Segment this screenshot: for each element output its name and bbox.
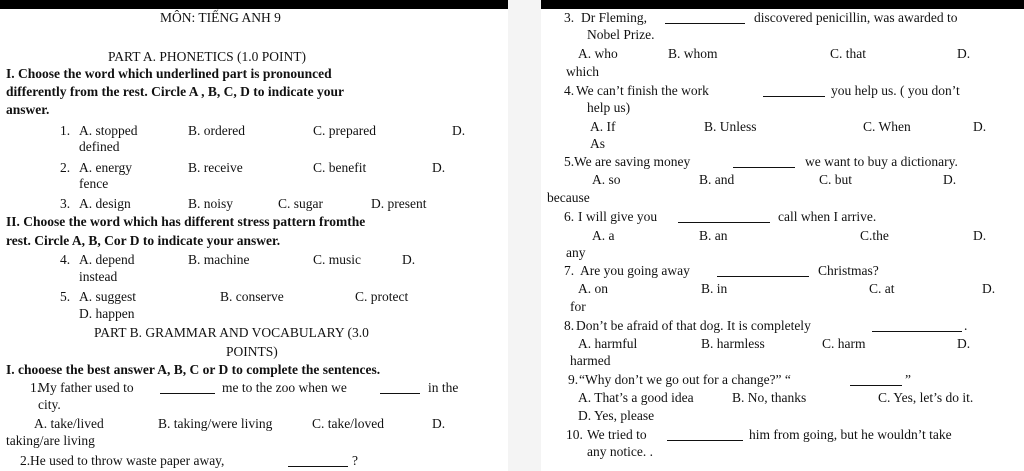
answer-blank[interactable] <box>665 12 745 24</box>
option-c: C. When <box>863 119 911 134</box>
answer-blank[interactable] <box>763 85 825 97</box>
subject-header: MÔN: TIẾNG ANH 9 <box>160 10 281 25</box>
option-d-text: fence <box>79 176 109 191</box>
option-c: C. take/loved <box>312 416 384 431</box>
answer-blank[interactable] <box>667 429 743 441</box>
option-a: A. design <box>79 196 131 211</box>
part-b-title-line2: POINTS) <box>226 344 278 359</box>
option-d: D. <box>452 123 466 138</box>
page-gutter <box>508 0 541 471</box>
option-d: D. <box>982 281 996 296</box>
option-b: B. ordered <box>188 123 245 138</box>
option-b: B. in <box>701 281 728 296</box>
option-c: C. prepared <box>313 123 376 138</box>
option-b: B. whom <box>668 46 718 61</box>
option-b: B. and <box>699 172 735 187</box>
option-c: C. Yes, let’s do it. <box>878 390 974 405</box>
option-d-text: because <box>547 190 590 205</box>
option-c: C. that <box>830 46 866 61</box>
option-b: B. taking/were living <box>158 416 273 431</box>
option-d: D. <box>432 416 446 431</box>
option-c: C. sugar <box>278 196 323 211</box>
answer-blank[interactable] <box>288 455 348 467</box>
option-d: D. <box>973 228 987 243</box>
option-b: B. No, thanks <box>732 390 807 405</box>
section-1-instruction-line3: answer. <box>6 102 50 117</box>
option-a: A. suggest <box>79 289 136 304</box>
answer-blank[interactable] <box>872 320 962 332</box>
option-c: C. at <box>869 281 895 296</box>
section-2-instruction-line2: rest. Circle A, B, Cor D to indicate your answer. <box>6 233 281 248</box>
option-d-text: As <box>590 136 606 151</box>
option-a: A. harmful <box>578 336 638 351</box>
option-c: C.the <box>860 228 889 243</box>
right-page: 3. Dr Fleming, discovered penicillin, was awarded to Nobel Prize. A. who B. whom C. that D. which 4. We can’t finish the work you help us. ( you don’t help us) A. If B. Unless C. When D. As 5. We are saving money we want to buy a dictionary. A. so B. and C. but D. because 6. I will give you call when I arrive. A. a B. an C.the D. any 7. Are you going away Christmas? A. on B. in C. at D. for 8. Don’t be afraid of that dog. It is completely . A. harmful B. harmless C. harm D. harmed 9. “Why don’t we go out for a change?” “ ” A. That’s a good idea B. No, thanks C. Yes, let’s do it. D. Yes, please 10. We tried to him from going, but he wouldn’t take any notice. . <box>547 10 996 459</box>
answer-blank[interactable] <box>717 265 809 277</box>
option-d: D. happen <box>79 306 135 321</box>
option-a: A. who <box>578 46 618 61</box>
answer-blank[interactable] <box>850 374 902 386</box>
option-d-text: instead <box>79 269 118 284</box>
part-a-title: PART A. PHONETICS (1.0 POINT) <box>108 49 306 64</box>
option-d: D. <box>402 252 416 267</box>
option-b: B. noisy <box>188 196 234 211</box>
option-d-text: defined <box>79 139 120 154</box>
option-b: B. receive <box>188 160 243 175</box>
option-a: A. That’s a good idea <box>578 390 694 405</box>
answer-blank[interactable] <box>678 211 770 223</box>
option-a: A. stopped <box>79 123 138 138</box>
section-2-instruction-line1: II. Choose the word which has different stress pattern fromthe <box>6 214 366 229</box>
option-a: A. on <box>578 281 608 296</box>
option-c: C. benefit <box>313 160 367 175</box>
option-d: D. <box>943 172 957 187</box>
answer-blank[interactable] <box>160 382 215 394</box>
option-b: B. machine <box>188 252 250 267</box>
option-d-text: for <box>570 299 586 314</box>
option-a: A. take/lived <box>34 416 104 431</box>
section-1-instruction-line2: differently from the rest. Circle A , B, C, D to indicate your <box>6 84 344 99</box>
part-b-title-line1: PART B. GRAMMAR AND VOCABULARY (3.0 <box>94 325 369 340</box>
option-d: D. <box>432 160 446 175</box>
option-a: A. energy <box>79 160 132 175</box>
section-1-instruction-line1: I. Choose the word which underlined part is pronounced <box>6 66 332 81</box>
option-c: C. protect <box>355 289 409 304</box>
section-b1-instruction: I. chooese the best answer A, B, C or D to complete the sentences. <box>6 362 381 377</box>
option-a: A. depend <box>79 252 135 267</box>
option-a: A. a <box>592 228 615 243</box>
option-d-text: any <box>566 245 586 260</box>
option-d: D. <box>973 119 987 134</box>
left-page: MÔN: TIẾNG ANH 9 PART A. PHONETICS (1.0 POINT) I. Choose the word which underlined part is pronounced differently from the rest. Circle A , B, C, D to indicate your answer. 1. A. stopped B. ordered C. prepared D. defined 2. A. energy B. receive C. benefit D. fence 3. A. design B. noisy C. sugar D. present II. Choose the word which has different stress pattern fromthe rest. Circle A, B, Cor D to indicate your answer. 4. A. depend B. machine C. music D. instead 5. A. suggest B. conserve C. protect D. happen PART B. GRAMMAR AND VOCABULARY (3.0 POINTS) I. chooese the best answer A, B, C or D to complete the sentences. 1. My father used to me to the zoo when we in the city. A. take/lived B. taking/were living C. take/loved D. taking/are living 2. He used to throw waste paper away, ? <box>6 10 466 468</box>
option-c: C. but <box>819 172 853 187</box>
option-d: D. <box>957 336 971 351</box>
option-b: B. Unless <box>704 119 757 134</box>
option-b: B. conserve <box>220 289 284 304</box>
option-d: D. Yes, please <box>578 408 655 423</box>
option-d: D. present <box>371 196 427 211</box>
option-b: B. harmless <box>701 336 765 351</box>
option-b: B. an <box>699 228 728 243</box>
answer-blank[interactable] <box>380 382 420 394</box>
answer-blank[interactable] <box>733 156 795 168</box>
option-a: A. If <box>590 119 616 134</box>
option-a: A. so <box>592 172 621 187</box>
option-d-text: taking/are living <box>6 433 95 448</box>
option-d-text: which <box>566 64 599 79</box>
option-d: D. <box>957 46 971 61</box>
option-c: C. music <box>313 252 362 267</box>
option-d-text: harmed <box>570 353 611 368</box>
option-c: C. harm <box>822 336 866 351</box>
